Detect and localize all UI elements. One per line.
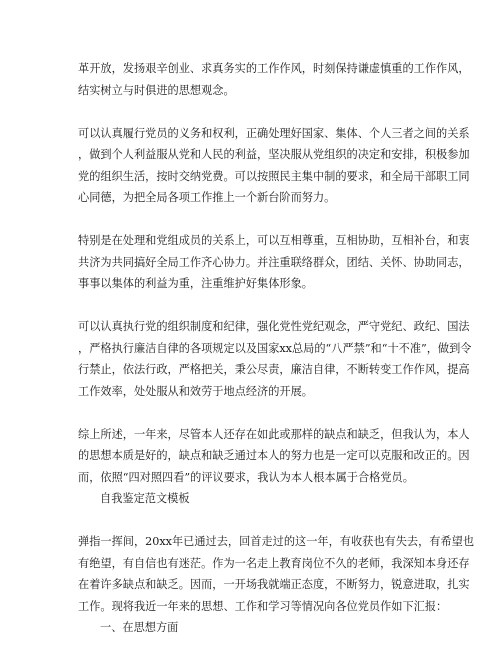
- paragraph-duties: [78, 123, 470, 209]
- paragraph-year-review: [78, 531, 475, 639]
- text-line: 工作。现将我近一年来的思想、工作和学习等情况向各位党员作如下汇报：: [78, 599, 448, 613]
- text-line: 有绝望，有自信也有迷茫。作为一名走上教育岗位不久的老师，我深知本身还存: [78, 556, 470, 570]
- text-line: 行禁止，依法行政，严格把关，秉公尽责，廉洁自律，不断转变工作作风，提高: [78, 363, 470, 376]
- text-line: ，严格执行廉洁自律的各项规定以及国家xx总局的“八严禁”和“十不准”，做到令: [78, 341, 472, 355]
- text-line: 的思想本质是好的，缺点和缺乏通过本人的努力也是一定可以克服和改正的。因: [78, 449, 470, 462]
- text-line: 革开放，发扬艰辛创业、求真务实的工作作风，时刻保持谦虚慎重的工作作风，: [78, 62, 470, 75]
- paragraph-discipline: [78, 316, 472, 402]
- paragraph-spacer: [78, 510, 428, 532]
- text-line: 心同德，为把全局各项工作推上一个新台阶而努力。: [78, 191, 336, 204]
- text-line: 工作效率，处处服从和效劳于地点经济的开展。: [78, 384, 313, 398]
- paragraph-spacer: [78, 295, 428, 317]
- section-heading: 一、在思想方面: [100, 621, 179, 634]
- text-line: 可以认真履行党员的义务和权利，正确处理好国家、集体、个人三者之间的关系: [78, 126, 470, 140]
- text-line: 特别是在处理和党组成员的关系上，可以互相尊重，互相协助，互相补台，和衷: [78, 234, 470, 247]
- text-line: 事事以集体的利益为重，注重维护好集体形象。: [78, 277, 313, 290]
- text-line: 共济为共同搞好全局工作齐心协力。并注重联络群众，团结、关怀、协助同志，: [78, 255, 470, 269]
- paragraph-spacer: [78, 101, 428, 123]
- paragraph-summary: [78, 424, 470, 510]
- text-line: 弹指一挥间，20xx年已通过去，回首走过的这一年，有收获也有失去，有希望也: [78, 535, 475, 548]
- text-line: ，做到个人利益服从党和人民的利益，坚决服从党组织的决定和安排，积极参加: [78, 148, 470, 161]
- paragraph-relations: [78, 230, 470, 295]
- paragraph-work-style: [78, 58, 470, 101]
- text-line: 在着许多缺点和缺乏。因而，一开场我就端正态度，不断努力，锐意进取，扎实: [78, 578, 470, 591]
- text-line: 结实树立与时俱进的思想观念。: [78, 83, 235, 97]
- paragraph-spacer: [78, 209, 428, 231]
- paragraph-spacer: [78, 402, 428, 424]
- text-line: 综上所述，一年来，尽管本人还存在如此或那样的缺点和缺乏，但我认为，本人: [78, 427, 470, 441]
- document-body: [78, 58, 475, 639]
- section-heading: 自我鉴定范文模板: [100, 492, 190, 505]
- text-line: 可以认真执行党的组织制度和纪律，强化党性党纪观念，严守党纪、政纪、国法: [78, 320, 470, 333]
- text-line: 党的组织生活，按时交纳党费。可以按照民主集中制的要求，和全局干部职工同: [78, 169, 470, 183]
- text-line: 而，依照“四对照四看”的评议要求，我认为本人根本属于合格党员。: [78, 470, 414, 484]
